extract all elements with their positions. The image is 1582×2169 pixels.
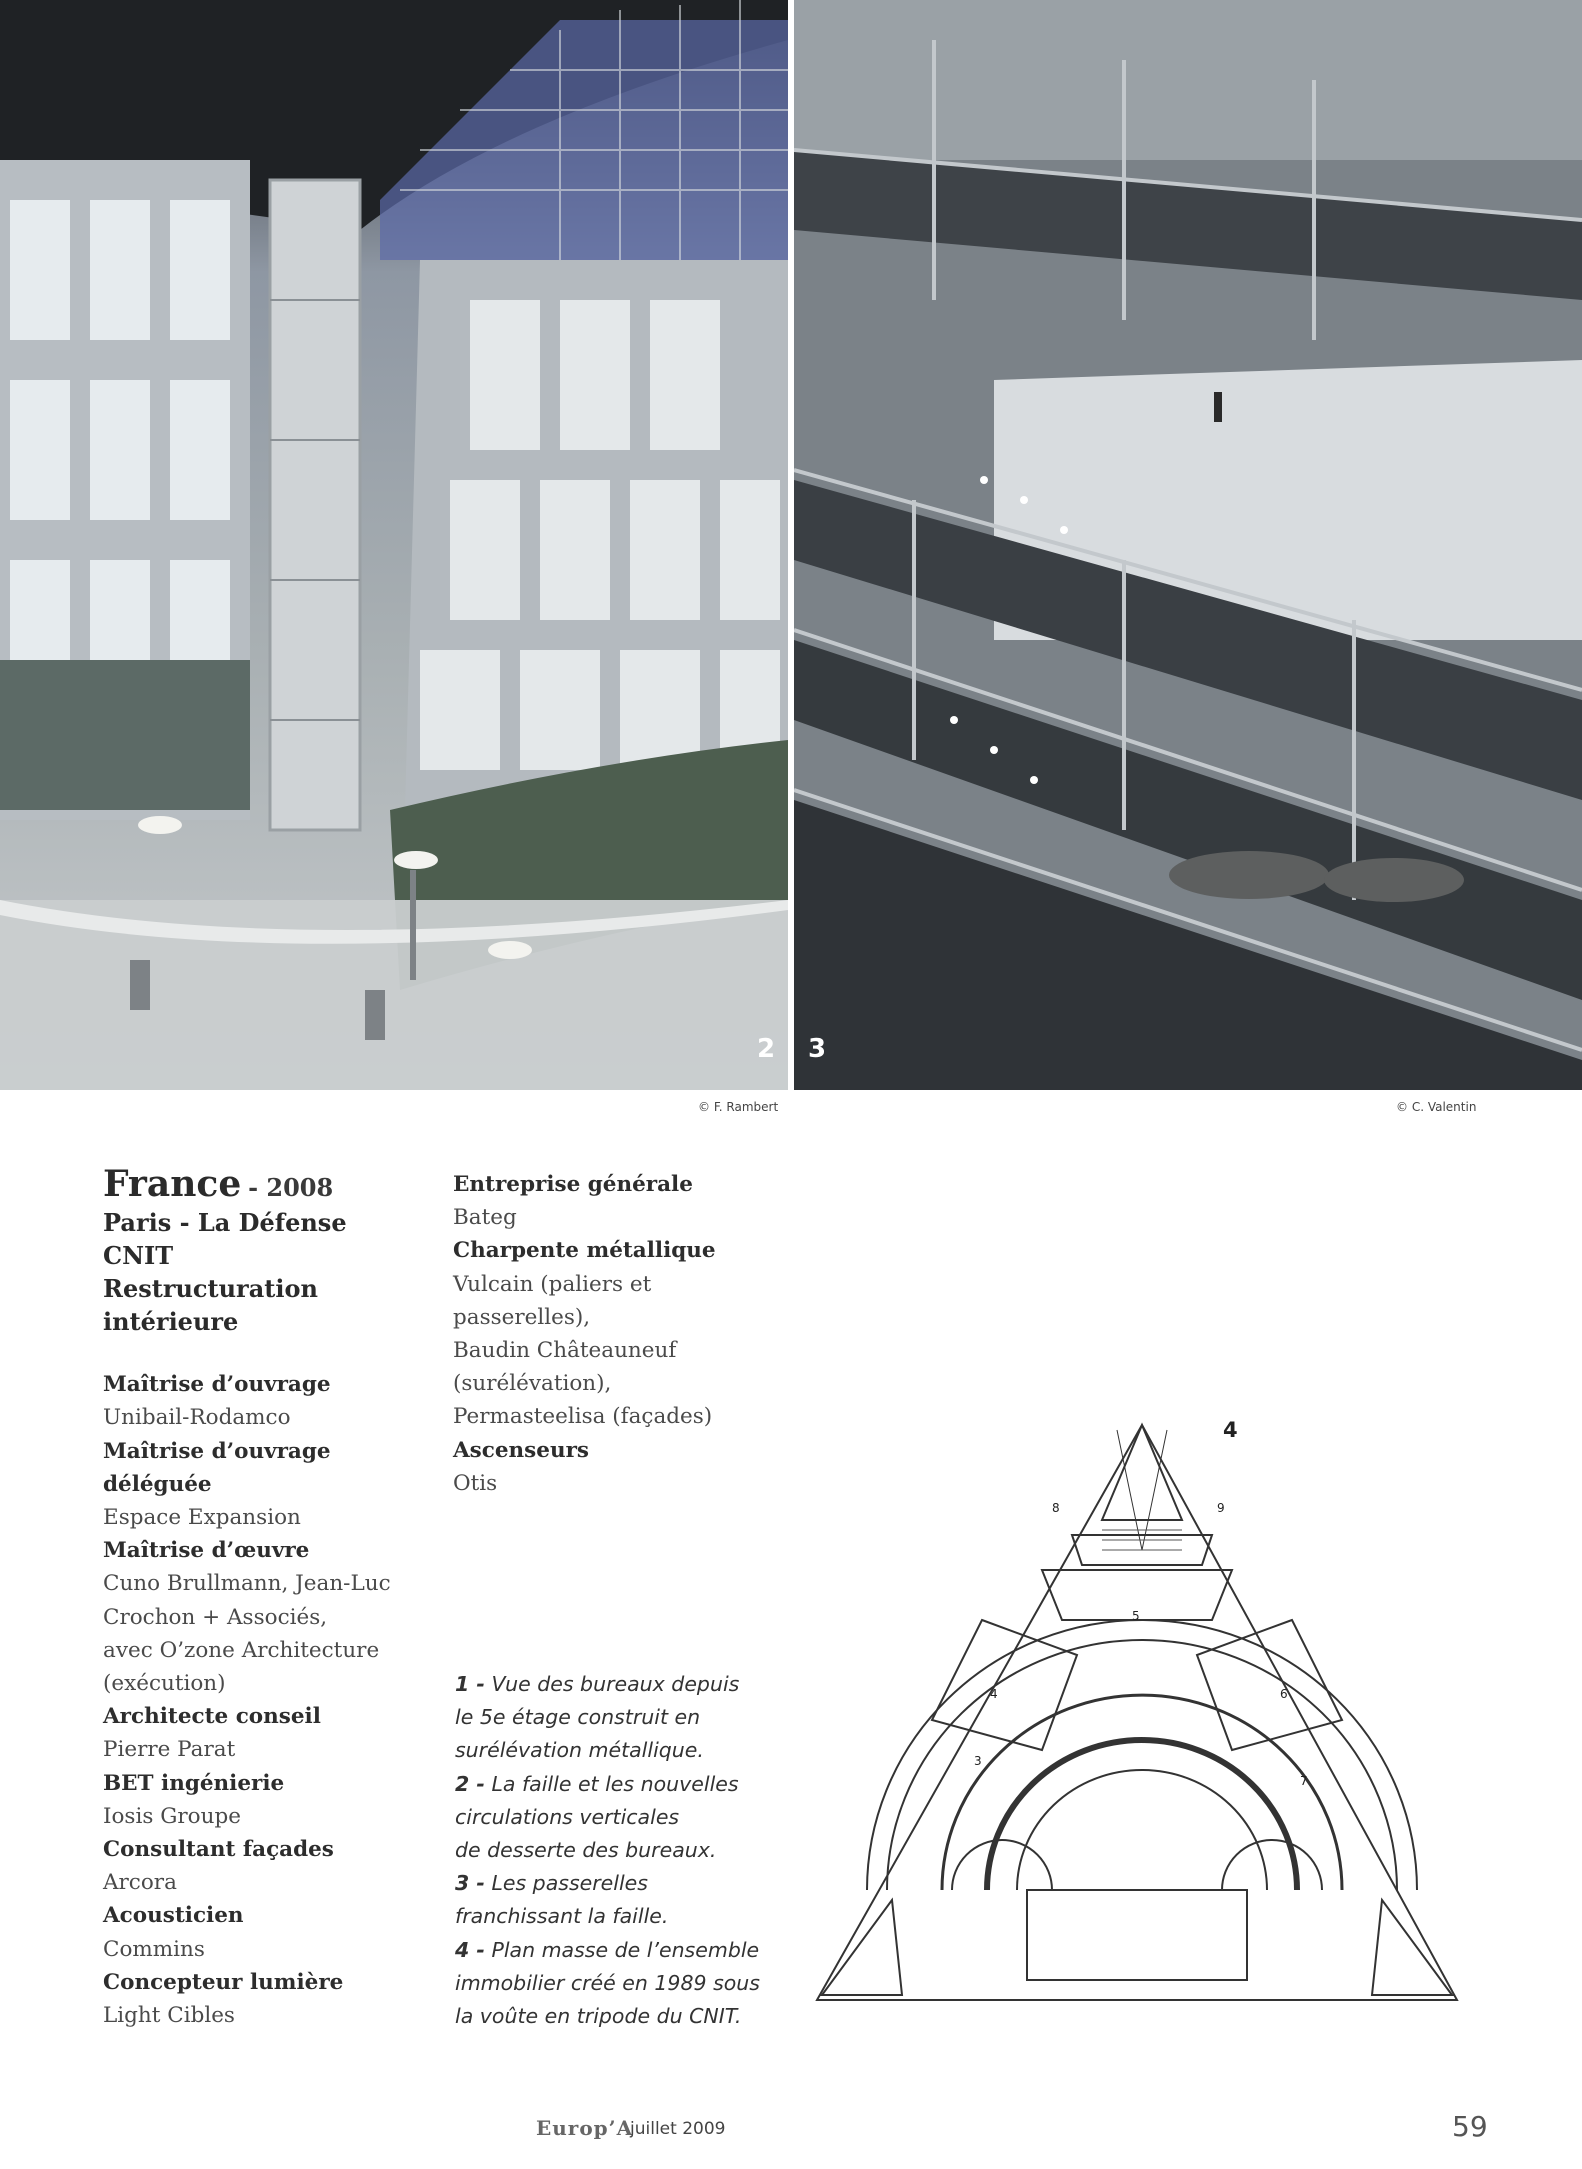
credit-name: Arcora xyxy=(103,1870,177,1896)
credit-name: Unibail-Rodamco xyxy=(103,1405,291,1431)
credit-name: Pierre Parat xyxy=(103,1737,236,1763)
photo-faille-circulations xyxy=(0,0,788,1090)
project-title-line-1: Restructuration xyxy=(103,1274,318,1304)
page-number: 59 xyxy=(1452,2110,1488,2143)
credit-role: Ascenseurs xyxy=(453,1437,590,1463)
photo-credit-right: © C. Valentin xyxy=(1396,1100,1477,1114)
country: France xyxy=(103,1163,242,1205)
project-header xyxy=(103,1163,413,1206)
credit-name: Cuno Brullmann, Jean-Luc xyxy=(103,1571,391,1597)
plan-room-label: 5 xyxy=(1132,1609,1140,1623)
credit-role: Charpente métallique xyxy=(453,1238,716,1264)
caption-1-line: le 5e étage construit en xyxy=(455,1705,701,1730)
building: CNIT xyxy=(103,1241,174,1271)
credit-name: Espace Expansion xyxy=(103,1505,301,1531)
credit-role: Maîtrise d’ouvrage xyxy=(103,1438,331,1464)
credit-role: Maîtrise d’œuvre xyxy=(103,1538,310,1564)
site-plan-drawing xyxy=(812,1420,1462,2020)
credit-name: avec O’zone Architecture xyxy=(103,1637,380,1663)
credit-name: Baudin Châteauneuf xyxy=(453,1338,677,1364)
caption-3: 3 - Les passerelles xyxy=(455,1871,648,1896)
credit-role: Maîtrise d’ouvrage xyxy=(103,1372,331,1398)
caption-2-line: de desserte des bureaux. xyxy=(455,1838,717,1863)
caption-3-line: franchissant la faille. xyxy=(455,1904,669,1929)
plan-room-label: 3 xyxy=(974,1754,982,1768)
project-title-line-2: intérieure xyxy=(103,1307,239,1337)
magazine-name: Europ’A xyxy=(536,2116,634,2140)
credit-name: (exécution) xyxy=(103,1671,226,1697)
credit-name: Vulcain (paliers et passerelles), xyxy=(453,1271,652,1330)
plan-room-label: 7 xyxy=(1300,1774,1308,1788)
credit-role: Concepteur lumière xyxy=(103,1969,344,1995)
caption-2-line: circulations verticales xyxy=(455,1804,680,1829)
credit-name: Otis xyxy=(453,1470,498,1496)
credit-name: Light Cibles xyxy=(103,2003,235,2029)
figure-captions xyxy=(455,1668,785,2033)
year: - 2008 xyxy=(248,1173,334,1202)
credit-name: Permasteelisa (façades) xyxy=(453,1404,713,1430)
photo-right-illustration xyxy=(794,0,1582,1090)
credit-role: déléguée xyxy=(103,1471,212,1497)
credit-role: Architecte conseil xyxy=(103,1704,321,1730)
caption-4-line: immobilier créé en 1989 sous xyxy=(455,1970,760,1995)
credit-name: Commins xyxy=(103,1936,205,1962)
credit-role: Acousticien xyxy=(103,1903,244,1929)
photo-number-2: 2 xyxy=(757,1034,776,1064)
plan-room-label: 9 xyxy=(1217,1501,1225,1515)
caption-4: 4 - Plan masse de l’ensemble xyxy=(455,1937,760,1962)
photo-credit-left: © F. Rambert xyxy=(698,1100,779,1114)
caption-2: 2 - La faille et les nouvelles xyxy=(455,1771,739,1796)
plan-room-label: 6 xyxy=(1280,1687,1288,1701)
photo-left-illustration xyxy=(0,0,788,1090)
credit-name: (surélévation), xyxy=(453,1371,612,1397)
plan-figure-number: 4 xyxy=(1223,1418,1238,1442)
issue-date: juillet 2009 xyxy=(630,2119,726,2139)
caption-4-line: la voûte en tripode du CNIT. xyxy=(455,2004,742,2029)
photo-passerelles xyxy=(794,0,1582,1090)
credit-name: Iosis Groupe xyxy=(103,1803,241,1829)
credit-role: Entreprise générale xyxy=(453,1172,693,1197)
credit-name: Crochon + Associés, xyxy=(103,1604,328,1630)
caption-1-line: surélévation métallique. xyxy=(455,1738,704,1763)
plan-room-label: 8 xyxy=(1052,1501,1060,1515)
city: Paris - La Défense xyxy=(103,1208,347,1238)
caption-1: 1 - Vue des bureaux depuis xyxy=(455,1672,740,1696)
plan-room-label: 4 xyxy=(990,1687,998,1701)
credit-role: BET ingénierie xyxy=(103,1770,285,1796)
project-credits-column-1 xyxy=(103,1163,413,2032)
credit-role: Consultant façades xyxy=(103,1837,334,1863)
project-credits-column-2 xyxy=(453,1168,793,1500)
credit-name: Bateg xyxy=(453,1205,517,1231)
photo-number-3: 3 xyxy=(808,1034,827,1064)
